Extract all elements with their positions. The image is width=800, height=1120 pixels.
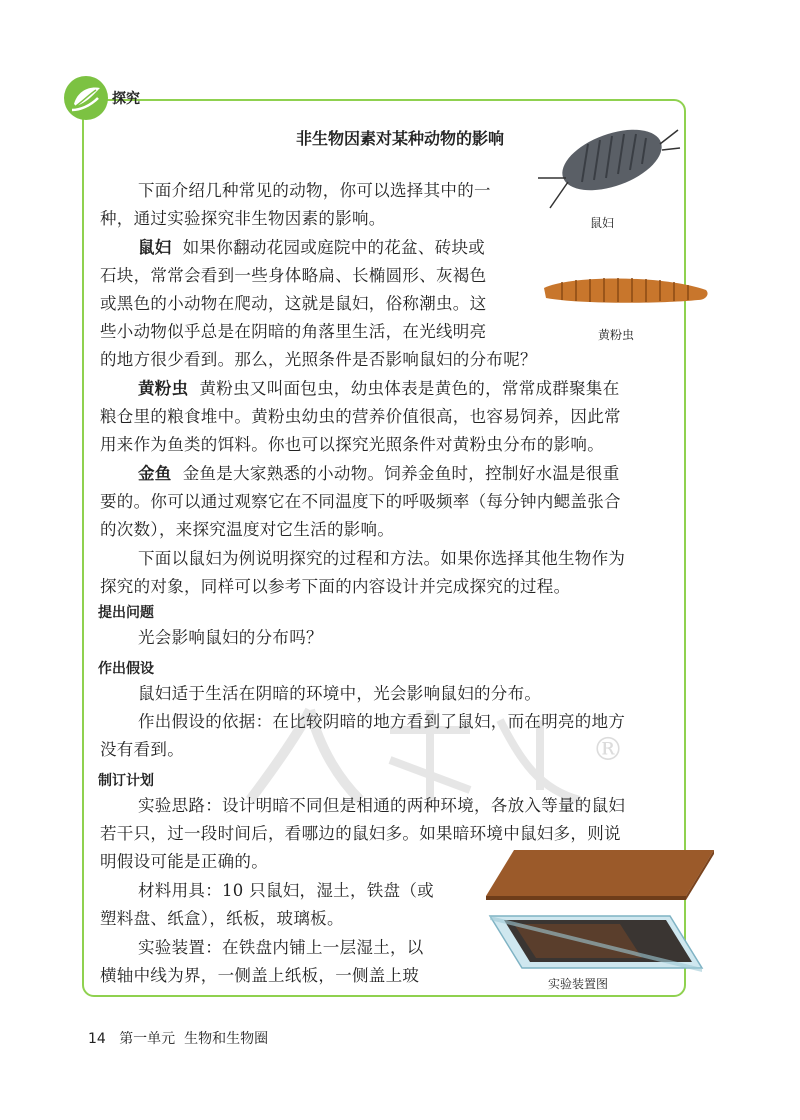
ask-heading: 提出问题 <box>98 605 154 621</box>
hfc-line-3: 用来作为鱼类的饵料。你也可以探究光照条件对黄粉虫分布的影响。 <box>100 435 604 454</box>
ask-text: 光会影响鼠妇的分布吗？ <box>138 628 323 647</box>
example-line-1: 下面以鼠妇为例说明探究的过程和方法。如果你选择其他生物作为 <box>138 549 626 568</box>
shufu-label: 鼠妇 <box>138 238 172 257</box>
plan-line-2: 若干只，过一段时间后，看哪边的鼠妇多。如果暗环境中鼠妇多，则说 <box>100 824 621 843</box>
shufu-line-5: 的地方很少看到。那么，光照条件是否影响鼠妇的分布呢？ <box>100 350 537 369</box>
chapter-name: 生物和生物圈 <box>184 1031 269 1047</box>
shufu-paragraph <box>138 234 485 262</box>
hypothesis-line-1: 鼠妇适于生活在阴暗的环境中，光会影响鼠妇的分布。 <box>138 684 542 703</box>
page-title: 非生物因素对某种动物的影响 <box>295 129 504 148</box>
leaf-icon <box>64 76 108 120</box>
hfc-line-1: 黄粉虫又叫面包虫，幼虫体表是黄色的，常常成群聚集在 <box>199 379 620 398</box>
example-line-2: 探究的对象，同样可以参考下面的内容设计并完成探究的过程。 <box>100 577 571 596</box>
hfc-label: 黄粉虫 <box>138 379 189 398</box>
hypothesis-line-2: 作出假设的依据：在比较阴暗的地方看到了鼠妇，而在明亮的地方 <box>138 712 626 731</box>
shufu-line-4: 些小动物似乎总是在阴暗的角落里生活，在光线明亮 <box>100 322 487 341</box>
jy-paragraph <box>138 460 620 488</box>
unit-name: 第一单元 <box>119 1031 176 1047</box>
registered-mark: ® <box>592 730 634 768</box>
jy-line-1: 金鱼是大家熟悉的小动物。饲养金鱼时，控制好水温是很重 <box>182 464 620 483</box>
shufu-line-1: 如果你翻动花园或庭院中的花盆、砖块或 <box>182 238 486 257</box>
mealworm-caption: 黄粉虫 <box>598 328 635 342</box>
section-label: 探究 <box>112 91 140 107</box>
hfc-line-2: 粮仓里的粮食堆中。黄粉虫幼虫的营养价值很高，也容易饲养，因此常 <box>100 407 621 426</box>
materials-line-1: 材料用具：10 只鼠妇，湿土，铁盘（或 <box>138 881 434 900</box>
page-footer <box>88 1028 268 1048</box>
hfc-paragraph <box>138 375 620 403</box>
jy-label: 金鱼 <box>138 464 172 483</box>
hypothesis-heading: 作出假设 <box>98 661 154 677</box>
pillbug-image <box>532 108 682 213</box>
shufu-line-3: 或黑色的小动物在爬动，这就是鼠妇，俗称潮虫。这 <box>100 294 487 313</box>
jy-line-2: 要的。你可以通过观察它在不同温度下的呼吸频率（每分钟内鳃盖张合 <box>100 492 621 511</box>
pillbug-caption: 鼠妇 <box>590 216 615 230</box>
device-line-2: 横轴中线为界，一侧盖上纸板，一侧盖上玻 <box>100 966 420 985</box>
mealworm-image <box>538 268 714 314</box>
intro-line-1: 下面介绍几种常见的动物，你可以选择其中的一 <box>138 181 491 200</box>
plan-line-1: 实验思路：设计明暗不同但是相通的两种环境，各放入等量的鼠妇 <box>138 796 626 815</box>
plan-line-3: 明假设可能是正确的。 <box>100 852 268 871</box>
apparatus-image <box>470 846 720 972</box>
page-number: 14 <box>88 1031 106 1047</box>
materials-line-2: 塑料盘、纸盒），纸板，玻璃板。 <box>100 909 344 928</box>
apparatus-caption: 实验装置图 <box>548 977 609 991</box>
shufu-line-2: 石块，常常会看到一些身体略扁、长椭圆形、灰褐色 <box>100 266 487 285</box>
jy-line-3: 的次数），来探究温度对它生活的影响。 <box>100 520 395 539</box>
device-line-1: 实验装置：在铁盘内铺上一层湿土，以 <box>138 938 424 957</box>
plan-heading: 制订计划 <box>98 773 154 789</box>
hypothesis-line-3: 没有看到。 <box>100 740 184 759</box>
intro-line-2: 种，通过实验探究非生物因素的影响。 <box>100 209 386 228</box>
